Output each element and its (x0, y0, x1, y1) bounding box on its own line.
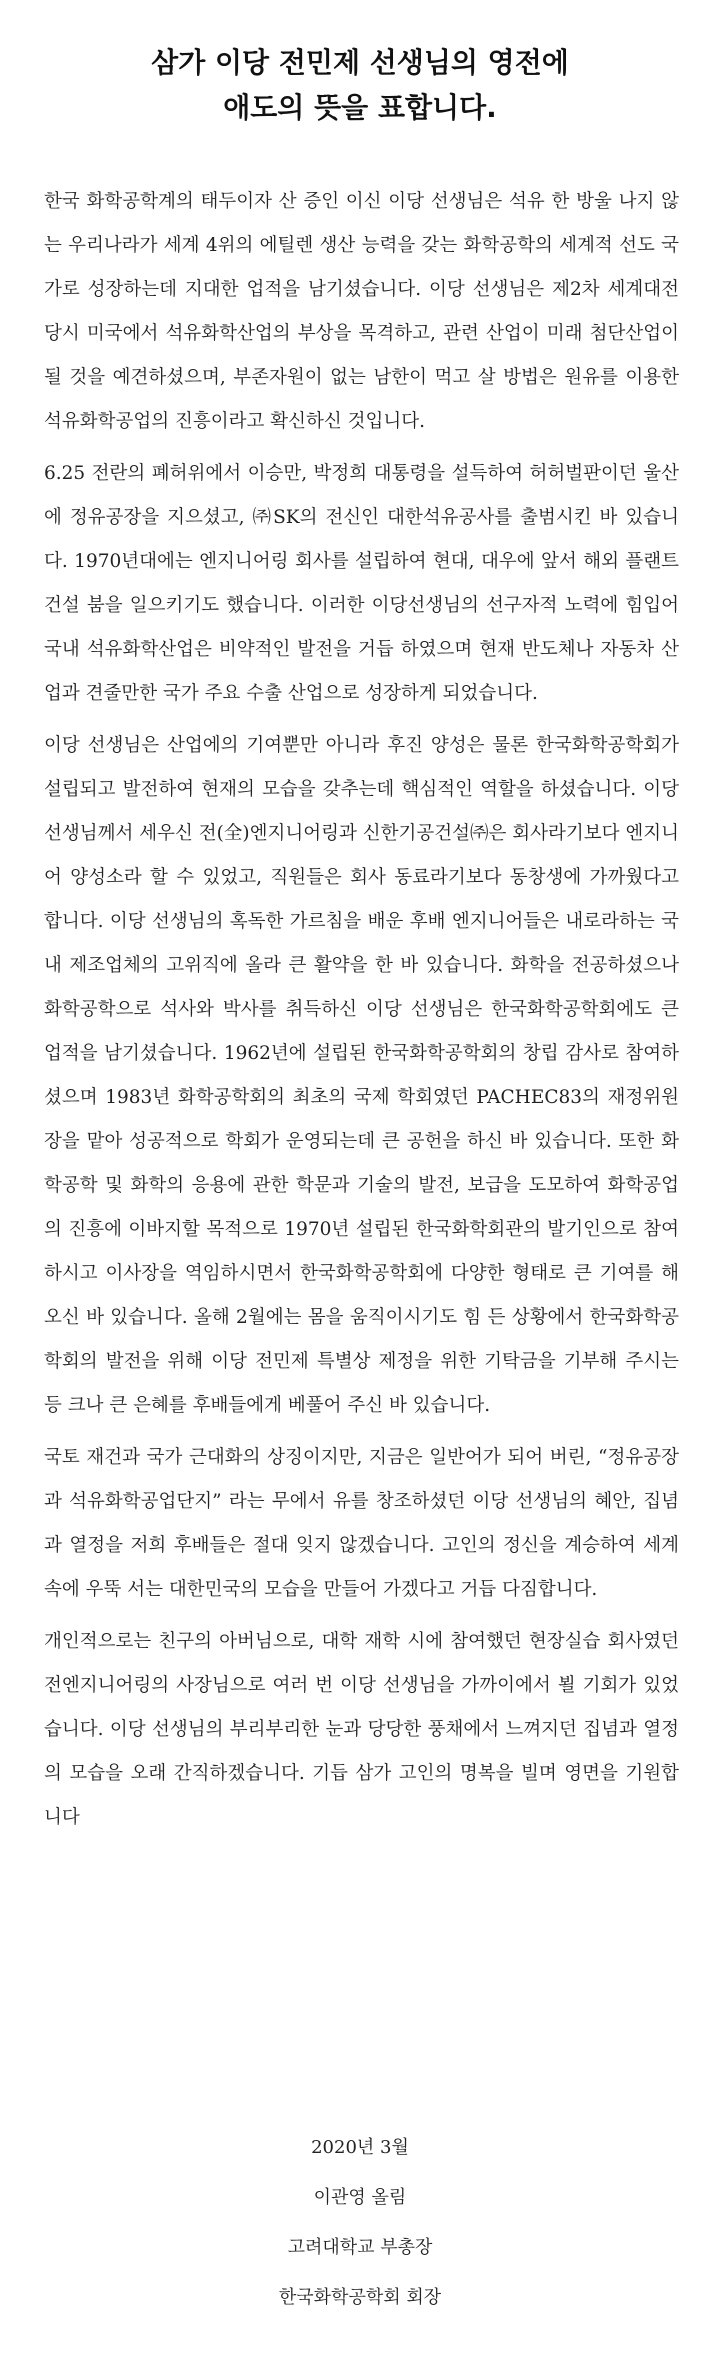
paragraph: 한국 화학공학계의 태두이자 산 증인 이신 이당 선생님은 석유 한 방울 나지 않는 우리나라가 세계 4위의 에틸렌 생산 능력을 갖는 화학공학의 세계적 선도 국가로 성장하는데 지대한 업적을 남기셨습니다. 이당 선생님은 제2차 세계대전 당시 미국에서 석유화학산업의 부상을 목격하고, 관련 산업이 미래 첨단산업이 될 것을 예견하셨으며, 부존자원이 없는 남한이 먹고 살 방법은 원유를 이용한 석유화학공업의 진흥이라고 확신하신 것입니다. (44, 191, 679, 432)
paragraph: 개인적으로는 친구의 아버님으로, 대학 재학 시에 참여했던 현장실습 회사였던 전엔지니어링의 사장님으로 여러 번 이당 선생님을 가까이에서 뵐 기회가 있었습니다. 이당 선생님의 부리부리한 눈과 당당한 풍채에서 느껴지던 집념과 열정의 모습을 오래 간직하겠습니다. 기듭 삼가 고인의 명복을 빌며 영면을 기원합니다 (44, 1631, 679, 1828)
letter-body (44, 180, 679, 1848)
title-line-2: 애도의 뜻을 표합니다. (223, 91, 497, 124)
signature-position: 한국화학공학회 회장 (278, 2287, 442, 2308)
signature-affiliation: 고려대학교 부총장 (287, 2237, 433, 2258)
paragraph: 6.25 전란의 폐허위에서 이승만, 박정희 대통령을 설득하여 허허벌판이던 울산에 정유공장을 지으셨고, ㈜SK의 전신인 대한석유공사를 출범시킨 바 있습니다. 1970년대에는 엔지니어링 회사를 설립하여 현대, 대우에 앞서 해외 플랜트 건설 붐을 일으키기도 했습니다. 이러한 이당선생님의 선구자적 노력에 힘입어 국내 석유화학산업은 비약적인 발전을 거듭 하였으며 현재 반도체나 자동차 산업과 견줄만한 국가 주요 수출 산업으로 성장하게 되었습니다. (44, 463, 679, 704)
title-line-1: 삼가 이당 전민제 선생님의 영전에 (151, 46, 569, 79)
paragraph: 이당 선생님은 산업에의 기여뿐만 아니라 후진 양성은 물론 한국화학공학회가 설립되고 발전하여 현재의 모습을 갖추는데 핵심적인 역할을 하셨습니다. 이당 선생님께서 세우신 전(全)엔지니어링과 신한기공건설㈜은 회사라기보다 엔지니어 양성소라 할 수 있었고, 직원들은 회사 동료라기보다 동창생에 가까웠다고 합니다. 이당 선생님의 혹독한 가르침을 배운 후배 엔지니어들은 내로라하는 국내 제조업체의 고위직에 올라 큰 활약을 한 바 있습니다. 화학을 전공하셨으나 화학공학으로 석사와 박사를 취득하신 이당 선생님은 한국화학공학회에도 큰 업적을 남기셨습니다. 1962년에 설립된 한국화학공학회의 창립 감사로 참여하셨으며 1983년 화학공학회의 최초의 국제 학회였던 PACHEC83의 재정위원장을 맡아 성공적으로 학회가 운영되는데 큰 공헌을 하신 바 있습니다. 또한 화학공학 및 화학의 응용에 관한 학문과 기술의 발전, 보급을 도모하여 화학공업의 진흥에 이바지할 목적으로 1970년 설립된 한국화학회관의 발기인으로 참여하시고 이사장을 역임하시면서 한국화학공학회에 다양한 형태로 큰 기여를 해 오신 바 있습니다. 올해 2월에는 몸을 움직이시기도 힘 든 상황에서 한국화학공학회의 발전을 위해 이당 전민제 특별상 제정을 위한 기탁금을 기부해 주시는 등 크나 큰 은혜를 후배들에게 베풀어 주신 바 있습니다. (44, 735, 679, 1416)
paragraph: 국토 재건과 국가 근대화의 상징이지만, 지금은 일반어가 되어 버린, “정유공장과 석유화학공업단지” 라는 무에서 유를 창조하셨던 이당 선생님의 혜안, 집념과 열정을 저희 후배들은 절대 잊지 않겠습니다. 고인의 정신을 계승하여 세계 속에 우뚝 서는 대한민국의 모습을 만들어 가겠다고 거듭 다짐합니다. (44, 1447, 679, 1600)
signature-author: 이관영 올림 (313, 2187, 407, 2208)
signature-date: 2020년 3월 (311, 2137, 409, 2158)
